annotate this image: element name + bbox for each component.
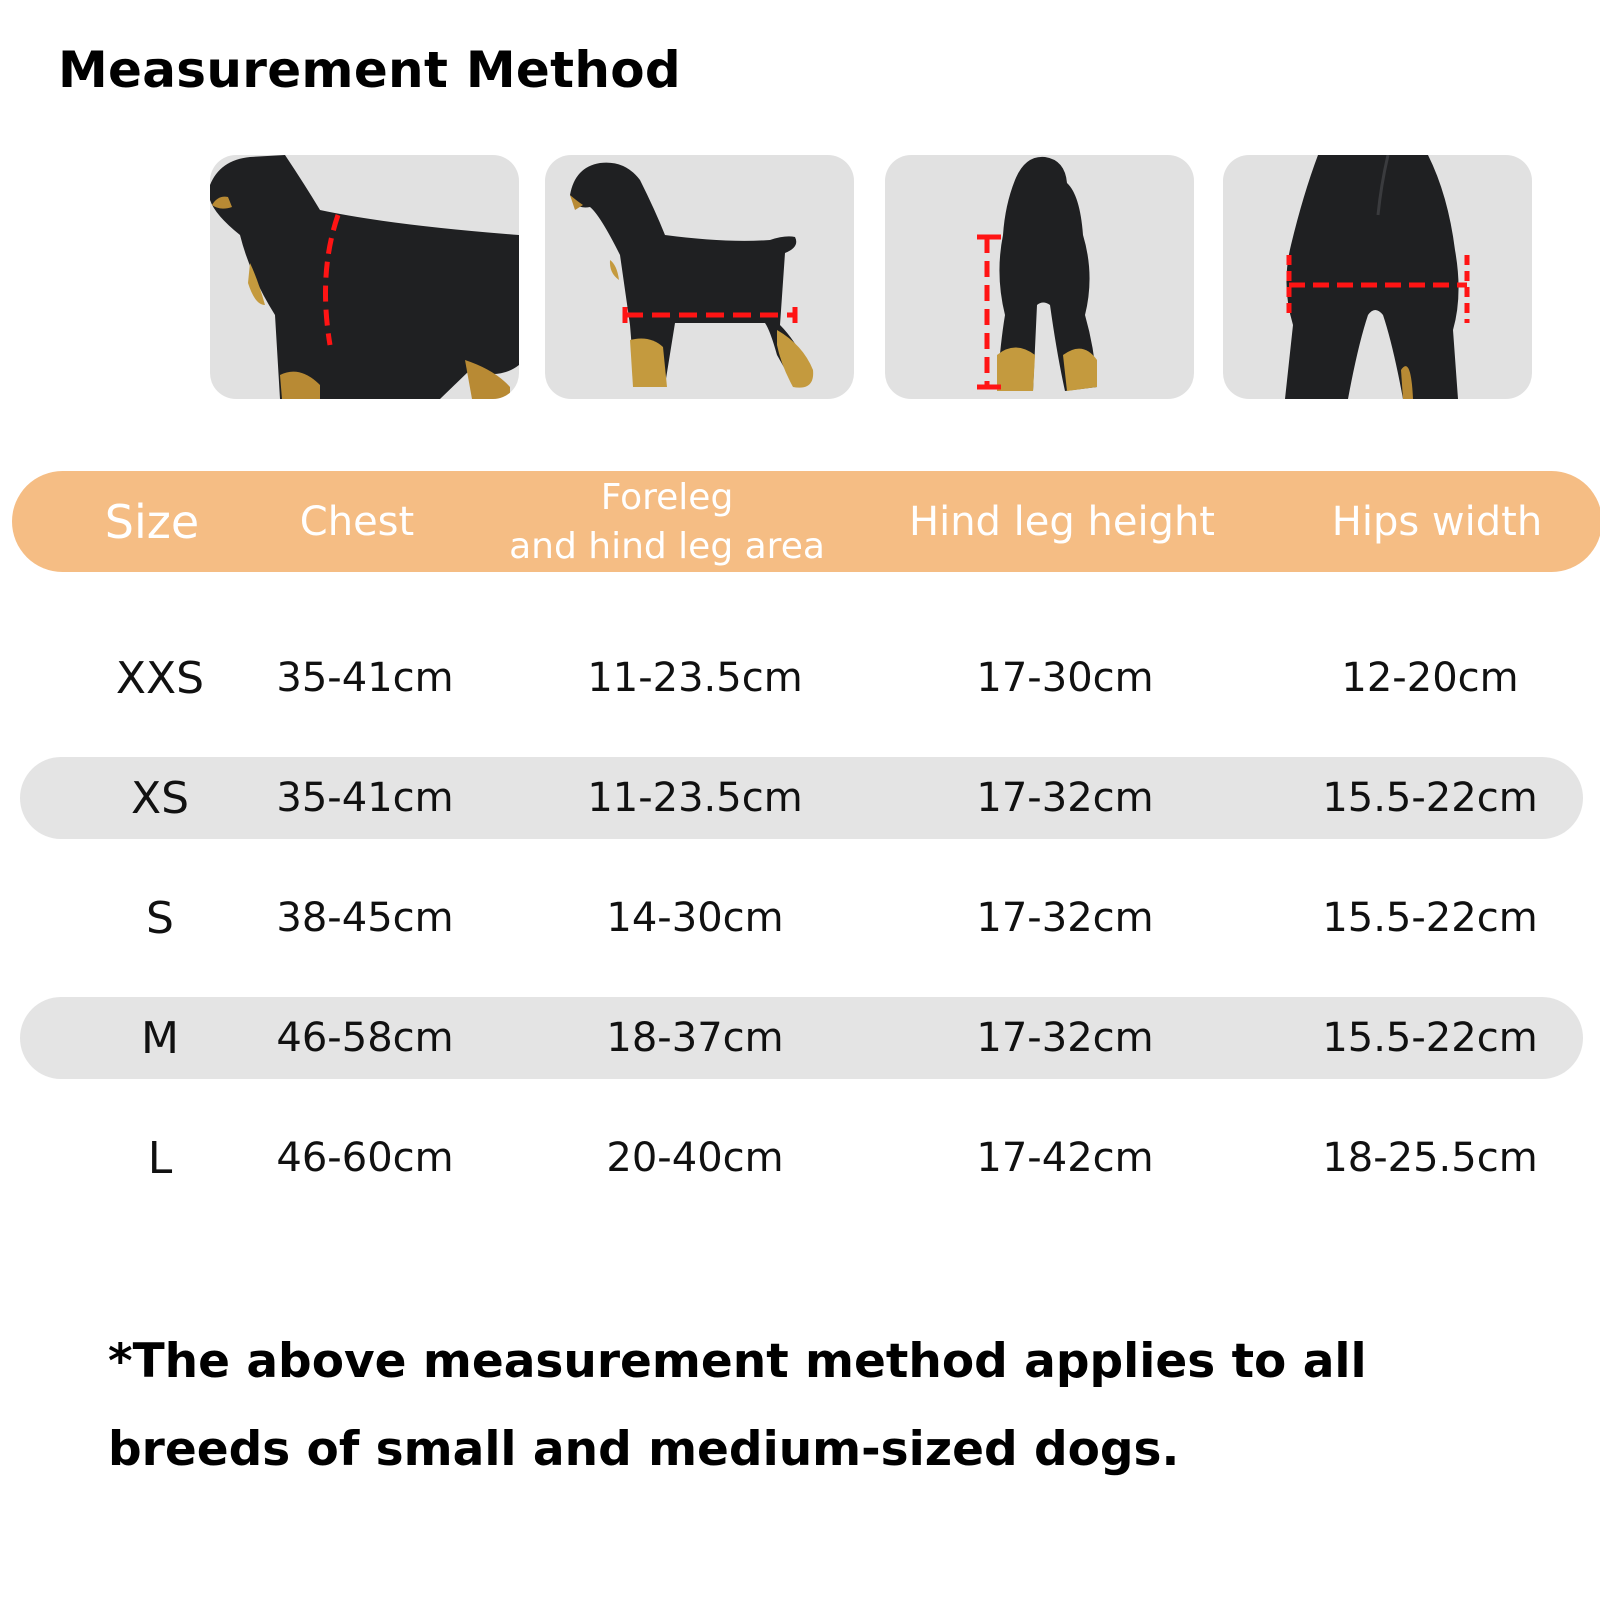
row-leg-area: 11-23.5cm — [587, 775, 803, 821]
table-row — [20, 637, 1583, 719]
row-hips-width: 15.5-22cm — [1322, 1015, 1538, 1061]
table-row — [20, 877, 1583, 959]
header-leg-area: Foreleg and hind leg area — [509, 476, 825, 567]
row-leg-area: 20-40cm — [606, 1135, 784, 1181]
row-chest: 46-58cm — [276, 1015, 454, 1061]
header-hind-leg-height: Hind leg height — [909, 498, 1215, 545]
row-hind-leg-height: 17-32cm — [976, 775, 1154, 821]
table-row — [20, 1117, 1583, 1199]
row-leg-area: 14-30cm — [606, 895, 784, 941]
row-size: L — [147, 1132, 173, 1184]
row-hips-width: 15.5-22cm — [1322, 775, 1538, 821]
row-size: S — [146, 892, 174, 944]
row-size: XXS — [115, 652, 205, 704]
row-hips-width: 15.5-22cm — [1322, 895, 1538, 941]
row-hind-leg-height: 17-32cm — [976, 1015, 1154, 1061]
header-size: Size — [104, 494, 200, 549]
row-chest: 38-45cm — [276, 895, 454, 941]
row-chest: 46-60cm — [276, 1135, 454, 1181]
row-leg-area: 11-23.5cm — [587, 655, 803, 701]
header-chest: Chest — [299, 498, 415, 545]
row-leg-area: 18-37cm — [606, 1015, 784, 1061]
footnote: *The above measurement method applies to all breeds of small and medium-sized dogs. — [108, 1334, 1367, 1477]
row-size: M — [141, 1012, 179, 1064]
row-hind-leg-height: 17-32cm — [976, 895, 1154, 941]
row-hind-leg-height: 17-30cm — [976, 655, 1154, 701]
header-hips-width: Hips width — [1331, 498, 1543, 545]
table-row — [20, 757, 1583, 839]
page-title: Measurement Method — [58, 41, 681, 99]
row-hips-width: 12-20cm — [1341, 655, 1519, 701]
row-size: XS — [130, 772, 190, 824]
row-chest: 35-41cm — [276, 655, 454, 701]
table-row — [20, 997, 1583, 1079]
row-chest: 35-41cm — [276, 775, 454, 821]
row-hips-width: 18-25.5cm — [1322, 1135, 1538, 1181]
row-hind-leg-height: 17-42cm — [976, 1135, 1154, 1181]
